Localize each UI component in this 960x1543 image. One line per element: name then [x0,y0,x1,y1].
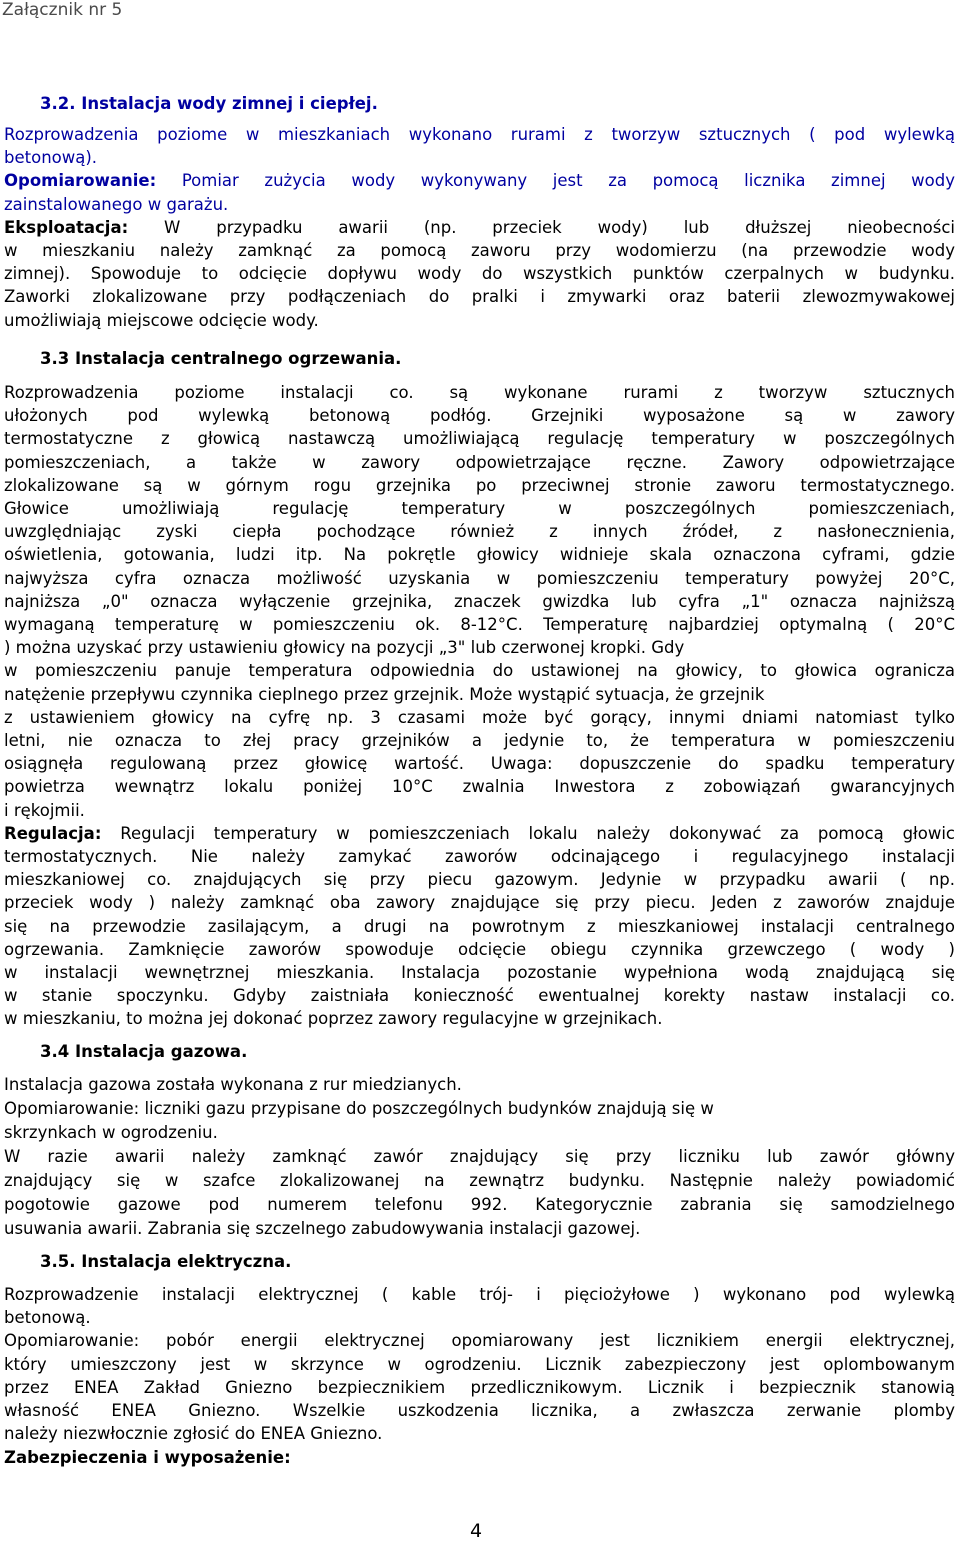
text-line: betonową. [4,1308,91,1328]
section-heading-3-2: 3.2. Instalacja wody zimnej i ciepłej. [40,94,378,113]
bold-lead-label: Eksploatacja: [4,217,129,237]
text-line: Głowice umożliwiają regulację temperatury w poszczególnych pomieszczeniach, [4,499,955,518]
section-heading-3-5: 3.5. Instalacja elektryczna. [40,1252,292,1271]
text-line: najwyższa cyfra oznacza możliwość uzyskania w pomieszczeniu temperatury powyżej 20°C, [4,568,955,588]
text-line: Zaworki zlokalizowane przy podłączeniach do pralki i zmywarki oraz baterii zlewozmywakowej [4,287,955,307]
text-line: w pomieszczeniu panuje temperatura odpowiednia do ustawionej na głowicy, to głowica ogranicza [4,661,955,681]
text-line: ogrzewania. Zamknięcie zaworów spowoduje odcięcie obiegu czynnika grzewczego ( wody ) [4,939,955,959]
text-line: mieszkaniowej co. znajdujących się przy piecu gazowym. Jedynie w przypadku awarii ( np. [4,870,955,890]
text-line: usuwania awarii. Zabrania się szczelnego zabudowywania instalacji gazowej. [4,1219,641,1238]
text-line: w stanie spoczynku. Gdyby zaistniała konieczność ewentualnej korekty nastaw instalacji co. [4,986,955,1006]
text-line: ) można uzyskać przy ustawieniu głowicy na pozycji „3" lub czerwonej kropki. Gdy [4,638,685,658]
safety-heading: Zabezpieczenia i wyposażenie: [4,1448,291,1467]
text-line: umożliwiają miejscowe odcięcie wody. [4,310,319,330]
text-line: Opomiarowanie: pobór energii elektrycznej opomiarowany jest licznikiem energii elektrycznej, [4,1331,955,1351]
bold-lead-label: Regulacja: [4,823,102,843]
text-line: uwzględniając zyski ciepła pochodzące również z innych źródeł, z nasłonecznienia, [4,522,955,542]
text-line: najniższa „0" oznacza wyłączenie grzejnika, znaczek gwizdka lub cyfra „1" oznacza najniższą [4,591,955,611]
bold-lead-label: Opomiarowanie: [4,171,157,191]
line-rest: Regulacji temperatury w pomieszczeniach lokalu należy dokonywać za pomocą głowic [101,823,955,843]
text-line: przeciek wody ) należy zamknąć oba zawory znajdujące się przy piecu. Jeden z zaworów znajduje [4,893,955,913]
text-line: osiągnęła regulowaną przez głowicę wartość. Uwaga: dopuszczenie do spadku temperatury [4,754,955,774]
text-line: w instalacji wewnętrznej mieszkania. Instalacja pozostanie wypełniona wodą znajdującą się [4,963,955,982]
text-line: znajdujący się w szafce zlokalizowanej na zewnątrz budynku. Następnie należy powiadomić [4,1171,955,1190]
text-line: W razie awarii należy zamknąć zawór znajdujący się przy liczniku lub zawór główny [4,1147,955,1166]
text-line: powietrza wewnątrz lokalu poniżej 10°C zwalnia Inwestora z zobowiązań gwarancyjnych [4,777,955,797]
text-line: pomieszczeniach, a także w zawory odpowietrzające ręczne. Zawory odpowietrzające [4,452,955,472]
section-heading-3-4: 3.4 Instalacja gazowa. [40,1042,248,1061]
text-line: który umieszczony jest w skrzynce w ogrodzeniu. Licznik zabezpieczony jest oplombowanym [4,1354,955,1374]
text-line: letni, nie oznacza to złej pracy grzejników a jedynie to, że temperatura w pomieszczeniu [4,731,955,750]
text-line: natężenie przepływu czynnika cieplnego przez grzejnik. Może wystąpić sytuacja, że grzejnik [4,684,765,704]
page-number: 4 [470,1520,483,1542]
text-line: Instalacja gazowa została wykonana z rur miedzianych. [4,1075,462,1094]
text-line: zainstalowanego w garażu. [4,194,229,214]
text-line: się na przewodzie zasilającym, a drugi na powrotnym z mieszkaniowej instalacji centralnego [4,916,955,936]
text-line: zimnej). Spowoduje to odcięcie dopływu wody do wszystkich punktów czerpalnych w budynku. [4,264,955,284]
text-line: ułożonych pod wylewką betonową podłóg. Grzejniki wyposażone są w zawory [4,406,955,426]
text-line: i rękojmii. [4,800,85,820]
text-line: wymaganą temperaturę w pomieszczeniu ok. 8-12°C. Temperaturę najbardziej optymalną ( 20°C [4,615,955,634]
text-line: w mieszkaniu należy zamknąć za pomocą zaworu przy wodomierzu (na przewodzie wody [4,241,955,260]
text-line: przez ENEA Zakład Gniezno bezpiecznikiem przedlicznikowym. Licznik i bezpiecznik stanowią [4,1377,955,1397]
text-line: skrzynkach w ogrodzeniu. [4,1123,218,1142]
text-line: oświetlenia, gotowania, ludzi itp. Na pokrętle głowicy widnieje skala oznaczona cyframi, gdzie [4,545,955,565]
annex-label: Załącznik nr 5 [2,0,123,20]
text-line: zlokalizowane są w górnym rogu grzejnika po przeciwnej stronie zaworu termostatycznego. [4,475,955,495]
text-line: z ustawieniem głowicy na cyfrę np. 3 czasami może być gorący, innymi dniami natomiast tylko [4,707,955,727]
text-line: Opomiarowanie: liczniki gazu przypisane do poszczególnych budynków znajdują się w [4,1099,714,1118]
text-line: w mieszkaniu, to można jej dokonać poprzez zawory regulacyjne w grzejnikach. [4,1009,663,1029]
line-rest: Pomiar zużycia wody wykonywany jest za pomocą licznika zimnej wody [156,171,955,191]
text-line [4,822,955,845]
section-heading-3-3: 3.3 Instalacja centralnego ogrzewania. [40,349,402,368]
line-rest: W przypadku awarii (np. przeciek wody) lub dłuższej nieobecności [128,217,955,237]
text-line: Rozprowadzenia poziome instalacji co. są wykonane rurami z tworzyw sztucznych [4,383,955,402]
text-line: termostatycznych. Nie należy zamykać zaworów odcinającego i regulacyjnego instalacji [4,847,955,866]
text-line: własność ENEA Gniezno. Wszelkie uszkodzenia licznika, a zwłaszcza zerwanie plomby [4,1401,955,1420]
text-line [4,169,955,192]
text-line [4,216,955,239]
text-line: Rozprowadzenie instalacji elektrycznej ( kable trój- i pięciożyłowe ) wykonano pod wylewką [4,1285,955,1304]
text-line: Rozprowadzenia poziome w mieszkaniach wykonano rurami z tworzyw sztucznych ( pod wylewką [4,125,955,144]
text-line: pogotowie gazowe pod numerem telefonu 992. Kategorycznie zabrania się samodzielnego [4,1195,955,1214]
text-line: betonową). [4,148,98,168]
text-line: termostatyczne z głowicą nastawczą umożliwiającą regulację temperatury w poszczególnych [4,429,955,449]
text-line: należy niezwłocznie zgłosić do ENEA Gniezno. [4,1424,383,1444]
